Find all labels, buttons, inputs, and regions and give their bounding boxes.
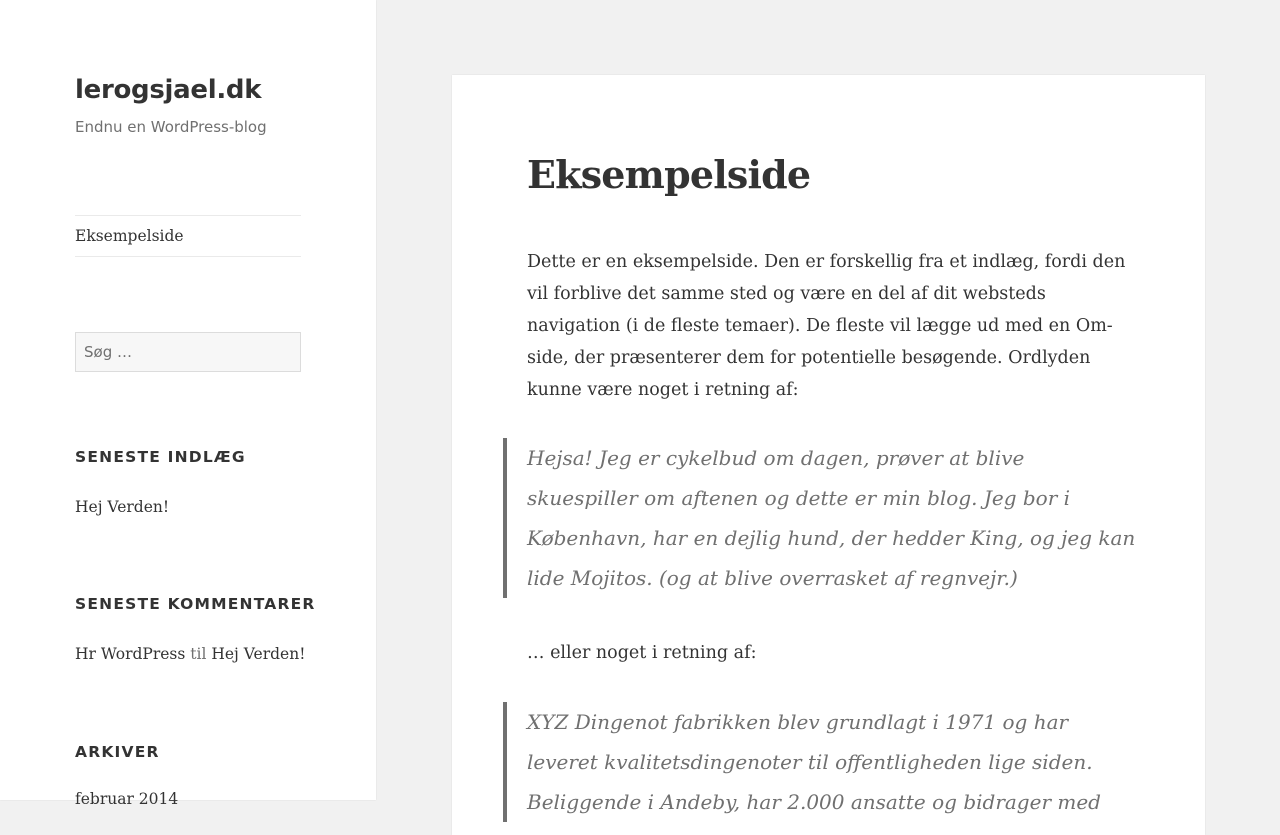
- archive-link[interactable]: februar 2014: [75, 790, 179, 808]
- comment-post-link[interactable]: Hej Verden!: [211, 645, 306, 663]
- recent-comment-item: [75, 643, 305, 665]
- main-menu: [75, 215, 301, 257]
- site-title-link[interactable]: lerogsjael.dk: [75, 75, 262, 105]
- sidebar: [0, 0, 376, 808]
- middle-paragraph: … eller noget i retning af:: [527, 643, 757, 663]
- page-title: Eksempelside: [527, 152, 811, 197]
- intro-paragraph: Dette er en eksempelside. Den er forskellig fra et indlæg, fordi den vil forblive det samme sted og være en del af dit websteds navigation (i de fleste temaer). De fleste vil lægge ud med en Om-side, der præsenterer dem for potentielle besøgende. Ordlyden kunne være noget i retning af:: [527, 252, 1126, 400]
- archives-title: ARKIVER: [75, 743, 160, 761]
- blockquote-1: Hejsa! Jeg er cykelbud om dagen, prøver at blive skuespiller om aftenen og dette er min blog. Jeg bor i København, har en dejlig hund, der hedder King, og jeg kan lide Mojitos. (og at blive overrasket af regnvejr.): [503, 438, 1137, 598]
- recent-posts-title: SENESTE INDLÆG: [75, 448, 246, 466]
- recent-post-link[interactable]: Hej Verden!: [75, 498, 170, 516]
- recent-posts-list: [75, 496, 169, 518]
- comment-author-link[interactable]: Hr WordPress: [75, 645, 186, 663]
- recent-comments-title: SENESTE KOMMENTARER: [75, 595, 316, 613]
- article-card: [452, 75, 1205, 835]
- site-description: Endnu en WordPress-blog: [75, 118, 267, 136]
- comment-connector: til: [190, 645, 207, 663]
- archives-list: [75, 788, 178, 810]
- menu-item: [75, 216, 301, 256]
- menu-item-eksempelside[interactable]: Eksempelside: [75, 227, 184, 245]
- search-input[interactable]: [75, 332, 301, 372]
- blockquote-2: XYZ Dingenot fabrikken blev grundlagt i 1971 og har leveret kvalitetsdingenoter til offentligheden lige siden. Beliggende i Andeby, har 2.000 ansatte og bidrager med: [503, 702, 1137, 822]
